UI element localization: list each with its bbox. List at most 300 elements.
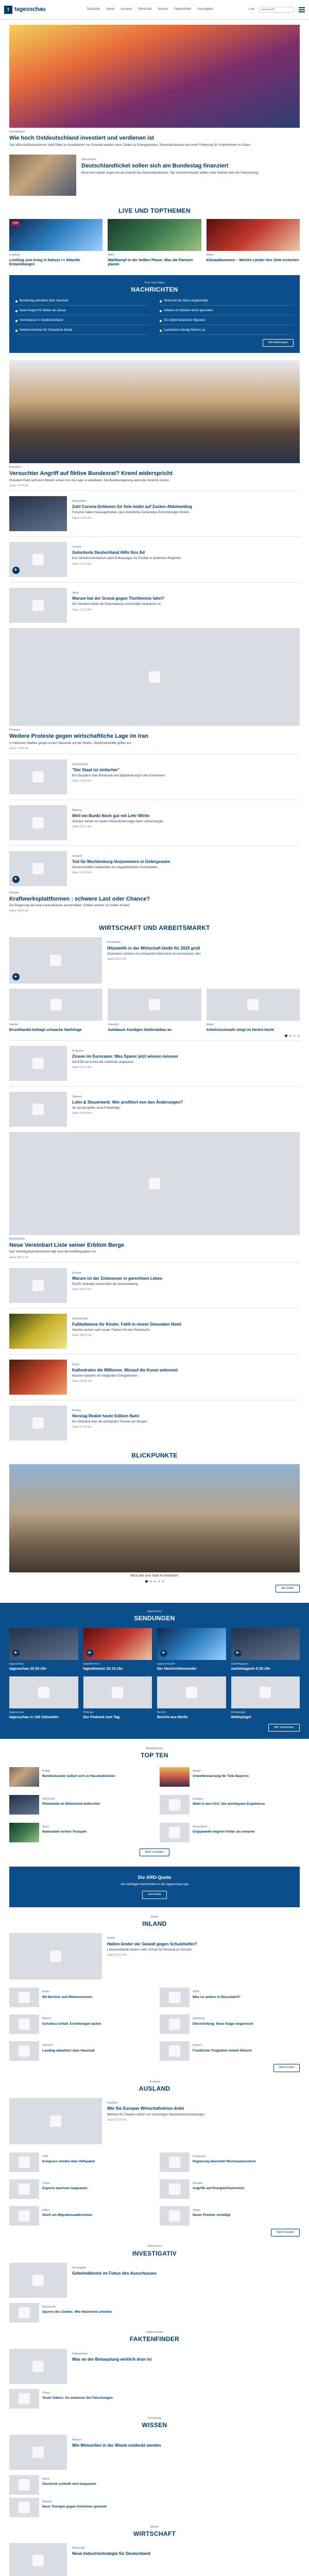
live-card[interactable] <box>9 219 102 266</box>
list-item[interactable]: Medizin Neue Therapie gegen Alzheimer getestet <box>9 2498 300 2517</box>
article-headline[interactable]: Zahl Corona-Schlemm für fiele leidet auf Zucker-Abkömmling <box>72 504 192 510</box>
card-image <box>108 989 201 1021</box>
article-topline: Finanzen <box>72 1049 84 1053</box>
article-topline: Proteste <box>9 728 20 732</box>
bullet-icon <box>160 300 162 302</box>
article-headline[interactable]: Gelockerte Deutschland Hilfe fürs Ad <box>72 550 145 555</box>
image-placeholder-icon <box>50 999 62 1010</box>
article-image <box>9 2475 39 2495</box>
second-article[interactable] <box>9 155 300 196</box>
section-sub: Recherche <box>147 2245 162 2248</box>
lead-article[interactable]: Ausland Wie Sie Europas Wirtschaftskrise dreht Mehrere EU-Staaten stehen vor schwierigen Haushaltsentscheidungen. Stand: 07:15 Uhr <box>9 2098 300 2144</box>
show-card[interactable] <box>9 1676 78 1720</box>
topten-item[interactable]: Sport Nationalelf verliert Testspiel <box>9 1823 149 1842</box>
article-headline[interactable]: Spuren des Geldes: Wie Netzwerke arbeiten <box>42 2310 112 2314</box>
lead-article[interactable]: Inland Halten kinder der Gewalt gegen Schulehelfer? Lehrerverbände fordern mehr Schutz für Personal an Schulen. Stand: 07:31 Uhr <box>9 1933 300 1979</box>
topten-item[interactable]: Wetter Unwetterwarnung für Teile Bayerns <box>160 1767 300 1787</box>
ticker-item[interactable]: Lauterbach kündigt Reform an <box>160 327 294 335</box>
article-image <box>9 937 102 984</box>
list-item[interactable]: Hessen Frankfurter Flughafen meldet Rekord <box>160 2041 300 2061</box>
play-icon[interactable]: ▶ <box>12 973 20 980</box>
article-meta: Stand: 07:50 Uhr <box>72 1426 92 1429</box>
ticker-item[interactable]: Neue Regeln für Mieter ab Januar <box>15 308 149 315</box>
image-placeholder-icon <box>112 1687 123 1698</box>
list-item[interactable]: Bayern Schulbus-Unfall: Ermittlungen laufen <box>9 2014 149 2034</box>
list-item[interactable] <box>9 1360 300 1395</box>
lead-article[interactable]: Wirtschaft Neue Industriestrategie für Deutschland <box>9 2543 300 2576</box>
image-placeholder-icon <box>19 2393 30 2404</box>
app-download-button[interactable]: Jetzt laden <box>142 1891 167 1899</box>
card-image <box>83 1628 152 1660</box>
article-teaser: Die Regierung will neue Gaskraftwerke ausschreiben. Kritiker warnen vor hohen Kosten. <box>9 904 130 908</box>
bullet-icon <box>160 310 162 312</box>
image-placeholder-icon <box>169 1827 180 1838</box>
article-topline: Russland <box>9 465 21 469</box>
image-placeholder-icon <box>19 1992 30 2003</box>
blickpunkte-section <box>9 1452 300 1592</box>
feature-article[interactable] <box>9 360 300 487</box>
ticker-item[interactable]: Inflation im Oktober leicht gesunken <box>160 308 294 315</box>
card-topline: tagesthemen <box>83 1662 100 1666</box>
list-item[interactable]: Sachsen Landtag debattiert über Haushalt <box>9 2041 149 2061</box>
article-teaser: Ab Januar gelten neue Freibeträge. <box>72 1107 121 1110</box>
card-headline[interactable]: Klimaabkommen – Welche Länder ihre Ziele erreichen <box>206 258 299 262</box>
article-headline[interactable]: Kathedralen die Millionen. Worauf die Kunst ankommt <box>72 1368 178 1373</box>
article-meta: Stand: 10:40 Uhr <box>72 779 92 783</box>
card-topline: tagesschau <box>9 1710 24 1714</box>
section-title: AUSLAND <box>139 2084 170 2092</box>
live-badge: Live <box>11 221 20 226</box>
article-image <box>160 2041 190 2061</box>
list-item[interactable]: Frankreich Regierung übersteht Misstrauensvotum <box>160 2153 300 2172</box>
article-headline[interactable]: Wie hoch Ostdeutschland investiert und verdienen ist <box>9 135 154 142</box>
article-headline[interactable]: Warum hat der Grund gegen Tischtennis fahrt? <box>72 596 165 601</box>
image-placeholder-icon <box>19 2307 30 2318</box>
play-icon[interactable]: ▶ <box>87 1650 94 1657</box>
card-image <box>9 989 102 1021</box>
article-meta: Stand: 10:21 Uhr <box>72 825 92 828</box>
live-link[interactable]: Live <box>248 7 254 11</box>
article-card[interactable] <box>207 989 300 1032</box>
nav-item[interactable]: Investigativ <box>197 7 213 11</box>
card-headline[interactable]: Autobauer kündigen Stellenabbau an <box>108 1028 172 1032</box>
nav-item[interactable]: Wirtschaft <box>138 7 152 11</box>
article-list <box>9 496 300 623</box>
article-headline[interactable]: Neue Vereinbart Liste seiner Erblüm Berge <box>9 1242 125 1248</box>
category-ausland <box>9 2080 300 2237</box>
bullet-icon <box>15 310 18 312</box>
all-news-button[interactable]: Alle Meldungen <box>263 339 294 347</box>
article-headline[interactable]: Weitere Proteste gegen wirtschaftliche Lage im Iran <box>9 733 148 740</box>
image-placeholder-icon <box>38 1687 49 1698</box>
article-meta: Stand: 08:02 Uhr <box>72 1380 92 1383</box>
gallery-image[interactable] <box>9 1464 300 1572</box>
article-headline[interactable]: Versuchter Angriff auf fiktive Bundesrat? Kreml widerspricht <box>9 470 173 477</box>
article-headline[interactable]: "Der Staat ist einfacher" <box>72 767 120 772</box>
list-item[interactable] <box>9 1046 300 1081</box>
card-headline[interactable]: nachtmagazin 0:30 Uhr <box>231 1667 271 1671</box>
article-teaser: Schulen stehen vor neuen Herausforderungen beim Lehrermangel. <box>72 820 164 823</box>
card-headline[interactable]: tagesthemen 22:15 Uhr <box>83 1667 123 1671</box>
article-image <box>9 1268 67 1303</box>
list-item[interactable] <box>9 1314 300 1349</box>
article-headline[interactable]: Fußballweise für Kinder. Fehlt in einem Gesunden Hotel <box>72 1322 182 1327</box>
article-teaser: Forscher haben herausgefunden, dass bestimmte Zuckerarten Entzündungen fördern. <box>72 511 190 515</box>
article-card[interactable] <box>9 989 102 1032</box>
card-headline[interactable]: Bericht aus Berlin <box>157 1715 188 1719</box>
article-image <box>9 1360 67 1395</box>
nav-item[interactable]: Wissen <box>158 7 168 11</box>
list-item[interactable]: Italien Streit um Migrationsabkommen <box>9 2206 149 2226</box>
image-placeholder-icon <box>32 1104 44 1115</box>
card-image <box>157 1676 226 1708</box>
card-topline: Arbeit <box>206 1023 214 1027</box>
article-image <box>9 2349 67 2384</box>
search-input[interactable] <box>259 7 295 13</box>
article-headline[interactable]: Was ist anders in Düsseldorf? <box>193 1995 241 1999</box>
show-more-button[interactable]: Mehr anzeigen <box>140 1849 169 1856</box>
list-item[interactable]: Japan Neuer Premier vereidigt <box>160 2206 300 2226</box>
card-topline: Klima <box>206 253 214 257</box>
card-topline: Bericht <box>157 1710 166 1714</box>
article-image <box>9 2014 39 2034</box>
wirtschaft-section <box>9 924 300 1127</box>
wide-article[interactable] <box>9 628 300 750</box>
article-headline[interactable]: Angriffe auf Energieinfrastruktur <box>193 2187 245 2191</box>
article-topline: Gesellschaft <box>72 1317 88 1321</box>
category-inland <box>9 1916 300 2072</box>
article-image <box>160 2206 190 2226</box>
article-meta: Stand: 11:30 Uhr <box>72 562 92 566</box>
article-headline[interactable]: Kraftwerksplattformen : schwere Last oder Chance? <box>9 895 150 902</box>
article-meta: Stand: 08:41 Uhr <box>9 1256 29 1259</box>
section-sub: Meistgelesen <box>146 1747 163 1751</box>
show-card[interactable] <box>157 1628 226 1671</box>
category-investigativ <box>9 2245 300 2323</box>
article-image <box>9 2303 39 2323</box>
play-icon[interactable]: ▶ <box>160 1650 167 1657</box>
article-headline[interactable]: Geheimdienste im Fokus des Ausschusses <box>72 2271 157 2276</box>
image-placeholder-icon <box>169 2045 180 2057</box>
topten-item[interactable]: Wirtschaft Pleitewelle im Mittelstand befürchtet <box>9 1795 149 1815</box>
image-placeholder-icon <box>32 863 44 874</box>
ticker-item[interactable]: EU-Gipfel berät über Migration <box>160 317 294 325</box>
article-headline[interactable]: Schulbus-Unfall: Ermittlungen laufen <box>42 2022 101 2026</box>
nav-item[interactable]: Startseite <box>87 7 100 11</box>
image-placeholder-icon <box>19 2502 30 2513</box>
list-item[interactable]: Hamburg Elbvertiefung: Neue Klage eingereicht <box>160 2014 300 2034</box>
topten-item[interactable]: Politik Bundeskanzler äußert sich zu Haushaltslücke <box>9 1767 149 1787</box>
article-headline[interactable]: Pleitewelle im Mittelstand befürchtet <box>42 1802 100 1806</box>
list-item[interactable]: Ukraine Angriffe auf Energieinfrastruktur <box>160 2179 300 2199</box>
article-headline[interactable]: Wie Meteoriten in der Wüste entdeckt werden <box>72 2443 161 2448</box>
article-headline[interactable]: Was an der Behauptung wirklich dran ist <box>72 2357 152 2362</box>
show-card[interactable] <box>231 1676 300 1720</box>
all-shows-button[interactable]: Alle Sendungen <box>268 1724 300 1732</box>
article-headline[interactable]: Weil ein Bunkt Noch gut mit Lehr Wirtin <box>72 813 150 818</box>
image-placeholder-icon <box>169 2183 180 2195</box>
topten-section <box>9 1747 300 1856</box>
wide-article[interactable] <box>9 1132 300 1259</box>
article-image <box>9 1405 67 1440</box>
article-meta: Stand: 11:12 Uhr <box>72 608 92 612</box>
article-headline[interactable]: Unwetterwarnung für Teile Bayerns <box>193 1774 249 1778</box>
sendungen-section <box>0 1603 309 1739</box>
list-item[interactable] <box>9 542 300 577</box>
ticker-item[interactable]: Verkehrsminister für Tempolimit-Studie <box>15 327 149 335</box>
article-image <box>9 1933 102 1979</box>
article-meta: Stand: 11:45 Uhr <box>72 516 92 520</box>
article-image <box>9 759 67 794</box>
article-image <box>9 851 67 886</box>
list-item[interactable] <box>9 1268 300 1303</box>
article-headline[interactable]: Regierung übersteht Misstrauensvotum <box>193 2160 256 2164</box>
article-headline[interactable]: Exporte wachsen langsamer <box>42 2187 88 2191</box>
article-headline[interactable]: Tod für Mecklenburg-Vorpommern in Gebirgsseen <box>72 859 170 864</box>
banner-text: Alle wichtigen Nachrichten in der tagesschau-App <box>120 1883 189 1886</box>
article-image <box>9 2206 39 2226</box>
article-image <box>9 2263 67 2298</box>
lead-article[interactable] <box>9 937 300 984</box>
carousel-dots[interactable] <box>9 1035 300 1037</box>
article-headline[interactable]: Landtag debattiert über Haushalt <box>42 2048 95 2053</box>
list-item[interactable] <box>9 1092 300 1127</box>
main-content <box>0 25 309 2576</box>
bullet-icon <box>15 330 18 332</box>
more-ausland-button[interactable]: Mehr Ausland <box>271 2229 300 2236</box>
article-teaser: Ein Überblick über die wichtigsten Themen am Morgen. <box>72 1420 148 1424</box>
image-placeholder-icon <box>169 1992 180 2003</box>
menu-icon[interactable] <box>299 7 305 12</box>
image-placeholder-icon <box>169 2157 180 2168</box>
article-topline: Steuern <box>72 1095 82 1098</box>
card-image <box>9 1628 78 1660</box>
article-headline[interactable]: Lohn & Steuerwerk: Wer profitiert von den Änderungen? <box>72 1099 183 1105</box>
card-topline: Liveblog <box>9 253 20 257</box>
logo-text: tagesschau <box>14 6 46 13</box>
article-headline[interactable]: Mit Berliner und Mietervereinen <box>42 1995 93 1999</box>
list-item[interactable]: NRW Was ist anders in Düsseldorf? <box>160 1988 300 2007</box>
hero-article[interactable] <box>9 25 300 147</box>
main-nav <box>87 8 213 12</box>
list-item[interactable]: Klima Ozonloch schließt sich langsamer <box>9 2475 300 2495</box>
show-card[interactable] <box>83 1676 152 1720</box>
card-headline[interactable]: Liveblog zum Krieg in Nahost ++ Aktuelle Entwicklungen <box>9 258 80 266</box>
list-item[interactable]: Check Virale Videos: So erkennen Sie Fälschungen <box>9 2389 300 2409</box>
site-header <box>0 0 309 20</box>
article-topline: Gesellschaft <box>72 762 88 766</box>
image-placeholder-icon <box>32 2447 44 2458</box>
article-headline[interactable]: Bundeskanzler äußert sich zu Haushaltslücke <box>42 1774 115 1778</box>
article-image <box>9 1823 39 1842</box>
section-sub: Fakten prüfen <box>146 2331 163 2334</box>
section-title: LIVE UND TOPTHEMEN <box>118 207 191 214</box>
image-placeholder-icon <box>50 1951 61 1962</box>
article-image <box>9 2435 67 2470</box>
list-item[interactable]: Recherche Spuren des Geldes: Wie Netzwerke arbeiten <box>9 2303 300 2323</box>
play-icon[interactable]: ▶ <box>12 1650 20 1657</box>
article-topline: Gesundheit <box>72 500 87 503</box>
card-topline: Industrie <box>108 1023 119 1027</box>
article-image <box>160 2179 190 2199</box>
article-headline[interactable]: Virale Videos: So erkennen Sie Fälschungen <box>42 2396 113 2400</box>
ticker-item[interactable]: Bundestag debattiert über Haushalt <box>15 298 149 306</box>
article-headline[interactable]: Halten kinder der Gewalt gegen Schulehelfer? <box>107 1941 197 1946</box>
show-card[interactable] <box>231 1628 300 1671</box>
card-topline: Wahl <box>108 253 114 257</box>
list-item[interactable]: USA Kongress streitet über Hilfspaket <box>9 2153 149 2172</box>
article-topline: Nahverkehr <box>81 158 96 161</box>
card-headline[interactable]: tagesschau 20:00 Uhr <box>9 1667 47 1671</box>
article-image <box>9 1795 39 1815</box>
energy-article[interactable] <box>9 891 300 913</box>
card-headline[interactable]: tagesschau in 100 Sekunden <box>9 1715 59 1719</box>
article-topline: Medien <box>72 1409 82 1413</box>
card-headline[interactable]: Der Nachrichtensender <box>157 1667 197 1671</box>
image-placeholder-icon <box>19 2157 30 2168</box>
article-topline: Energiekrise <box>9 130 25 133</box>
article-headline[interactable]: Nationalelf verliert Testspiel <box>42 1830 87 1834</box>
article-headline[interactable]: Warum ist der Zeitmesser in gerechtem Leben <box>72 1276 163 1281</box>
feature-image <box>9 360 300 463</box>
topten-item[interactable]: Ausland Wahl in den USA: Die wichtigsten Ergebnisse <box>160 1795 300 1815</box>
section-sub: Inland <box>150 1915 159 1919</box>
lead-article[interactable]: Faktenfinder Was an der Behauptung wirklich dran ist <box>9 2349 300 2384</box>
article-list <box>9 759 300 886</box>
article-headline[interactable]: Elbvertiefung: Neue Klage eingereicht <box>193 2022 253 2026</box>
article-meta: Stand: 08:58 Uhr <box>72 1112 92 1115</box>
article-headline[interactable]: Deutschlandticket sollen sich am Bundestag finanziert <box>81 163 229 170</box>
article-headline[interactable]: Neuer Premier vereidigt <box>193 2213 231 2217</box>
article-teaser: Ökonomen rechnen mit schwachem Wachstum im kommenden Jahr. <box>107 952 201 956</box>
list-item[interactable]: China Exporte wachsen langsamer <box>9 2179 149 2199</box>
card-topline: nachtmagazin <box>231 1662 249 1666</box>
card-image <box>9 1676 78 1708</box>
list-item[interactable] <box>9 1405 300 1440</box>
article-headline[interactable]: Wahl in den USA: Die wichtigsten Ergebnisse <box>193 1802 265 1806</box>
live-card[interactable] <box>207 219 300 266</box>
article-meta: Stand: 10:05 Uhr <box>72 871 92 874</box>
list-item[interactable] <box>9 496 300 531</box>
ticker-item[interactable]: Streik bei der Bahn angekündigt <box>160 298 294 306</box>
article-image <box>160 2014 190 2034</box>
carousel-dots[interactable] <box>9 1580 300 1583</box>
image-placeholder-icon <box>32 600 44 611</box>
section-title: INVESTIGATIV <box>132 2249 177 2257</box>
section-sub: Forschung <box>148 2416 161 2420</box>
article-card[interactable] <box>108 989 201 1032</box>
section-title: WISSEN <box>142 2421 167 2429</box>
nav-item[interactable]: Inland <box>106 7 115 11</box>
article-headline[interactable]: Zinsen im Euroraum: Was Sparer jetzt wissen müssen <box>72 1054 178 1059</box>
card-headline[interactable]: Einzelhandel beklagt schwache Nachfrage <box>9 1028 82 1032</box>
site-logo[interactable] <box>4 6 46 14</box>
hero-image <box>9 25 300 128</box>
lead-article[interactable]: Wissen Wie Meteoriten in der Wüste entdeckt werden <box>9 2435 300 2470</box>
article-image <box>9 2041 39 2061</box>
article-image <box>9 2498 39 2517</box>
card-topline: tagesschau <box>9 1662 24 1666</box>
play-icon[interactable]: ▶ <box>234 1650 242 1657</box>
card-image <box>207 219 300 251</box>
more-inland-button[interactable]: Mehr Inland <box>273 2064 300 2072</box>
ticker-item[interactable]: Hochwasser in Süddeutschland <box>15 317 149 325</box>
nav-item[interactable]: Ausland <box>121 7 132 11</box>
article-image <box>160 1823 190 1842</box>
article-headline[interactable]: Grippewelle beginnt früher als erwartet <box>193 1830 255 1834</box>
article-headline[interactable]: Herstag Rediet heute Edition Nutri <box>72 1414 140 1419</box>
section-title: TOP TEN <box>141 1752 168 1759</box>
image-placeholder-icon <box>19 2183 30 2195</box>
article-headline[interactable]: Ozonloch schließt sich langsamer <box>42 2482 97 2486</box>
article-teaser: Das Wirtschaftsministerium stellt Pläne zu Investitionen vor. Erwartet werden neue Zahlen zu Energiepreisen, Stromnetzausbau und mehr Förderung für Unternehmen im Osten. <box>9 143 251 147</box>
image-placeholder-icon <box>149 671 160 683</box>
article-meta: Stand: 09:50 Uhr <box>9 909 29 913</box>
list-item[interactable] <box>9 588 300 623</box>
image-placeholder-icon <box>32 771 44 783</box>
section-sub: tagesschau <box>147 1609 162 1613</box>
list-item[interactable] <box>9 759 300 794</box>
card-headline[interactable]: Weltspiegel <box>231 1715 251 1719</box>
image-placeholder-icon <box>19 2210 30 2222</box>
card-headline[interactable]: Arbeitslosenzahl steigt im Herbst leicht <box>206 1028 274 1032</box>
show-card[interactable] <box>157 1676 226 1720</box>
article-image <box>9 1046 67 1081</box>
article-image <box>160 2153 190 2172</box>
article-headline[interactable]: Frankfurter Flughafen meldet Rekord <box>193 2048 252 2053</box>
article-image <box>9 1132 300 1235</box>
image-placeholder-icon <box>149 1178 160 1189</box>
article-teaser: Bund und Länder ringen um die Zukunft des Deutschlandtickets. Die Verkehrsminister wollen mehr Klarheit über die Finanzierung. <box>81 171 260 175</box>
live-card[interactable] <box>108 219 201 266</box>
article-topline: Bildung <box>72 808 82 812</box>
article-headline[interactable]: Hitzewelle in der Wirtschaft bleibt für 2025 groß <box>107 945 200 951</box>
play-icon[interactable]: ▶ <box>12 567 20 574</box>
all-images-button[interactable]: Alle Bilder <box>276 1585 300 1592</box>
play-icon[interactable]: ▶ <box>12 876 20 883</box>
card-image <box>157 1628 226 1660</box>
image-placeholder-icon <box>247 999 259 1010</box>
card-headline[interactable]: Wahlkampf in der heißen Phase: Was die Parteien planen <box>108 258 193 266</box>
list-item[interactable] <box>9 805 300 840</box>
ticker-subtitle: Kurz und knapp <box>144 281 165 284</box>
article-headline[interactable]: Wie Sie Europas Wirtschaftskrise dreht <box>107 2106 184 2111</box>
article-teaser: In mehreren Städten gingen erneut Tausende auf die Straße. Sicherheitskräfte griffen ein. <box>9 741 132 745</box>
lead-article[interactable]: Investigativ Geheimdienste im Fokus des Ausschusses <box>9 2263 300 2298</box>
card-headline[interactable]: Der Podcast zum Tag <box>83 1715 120 1719</box>
article-headline[interactable]: Kongress streitet über Hilfspaket <box>42 2160 95 2164</box>
article-topline: Verkehr <box>72 546 82 549</box>
article-headline[interactable]: Streit um Migrationsabkommen <box>42 2213 93 2217</box>
nav-item[interactable]: Faktenfinder <box>174 7 192 11</box>
gallery-caption: Blick über eine Stadt im Abendlicht <box>130 1574 179 1578</box>
article-image <box>9 1767 39 1787</box>
article-teaser: Der Verband erklärt die Entscheidung und kündigt Gespräche an. <box>72 603 162 606</box>
image-placeholder-icon <box>50 955 61 966</box>
list-item[interactable] <box>9 851 300 886</box>
show-card[interactable] <box>9 1628 78 1671</box>
card-image <box>207 989 300 1021</box>
section-title: BLICKPUNKTE <box>131 1452 178 1460</box>
article-image <box>9 1314 67 1349</box>
bullet-icon <box>15 300 18 302</box>
article-headline[interactable]: Neue Industriestrategie für Deutschland <box>72 2551 151 2556</box>
list-item[interactable]: Berlin Mit Berliner und Mietervereinen <box>9 1988 149 2007</box>
show-card[interactable] <box>83 1628 152 1671</box>
section-title: WIRTSCHAFT UND ARBEITSMARKT <box>99 924 210 931</box>
article-headline[interactable]: Neue Therapie gegen Alzheimer getestet <box>42 2504 107 2509</box>
topten-item[interactable]: Gesundheit Grippewelle beginnt früher als erwartet <box>160 1823 300 1842</box>
